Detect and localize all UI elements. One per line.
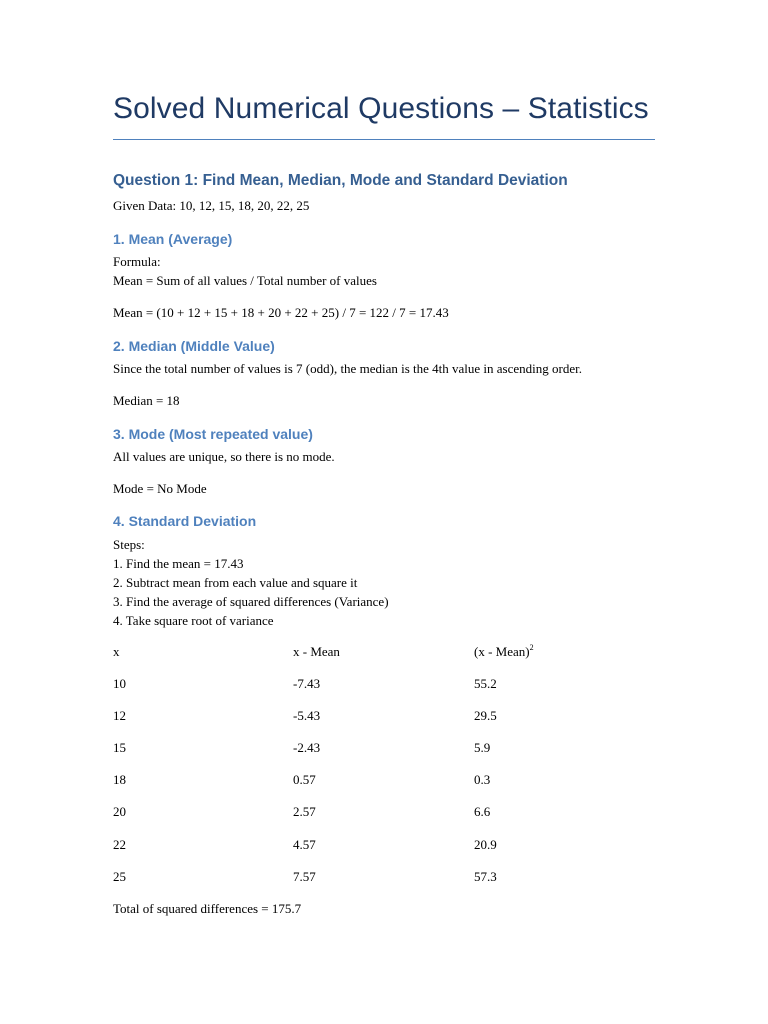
title-underline — [113, 139, 655, 140]
stddev-heading: 4. Standard Deviation — [113, 513, 257, 529]
mode-result: Mode = No Mode — [113, 481, 207, 496]
mode-heading: 3. Mode (Most repeated value) — [113, 426, 313, 442]
step-item: 1. Find the mean = 17.43 — [113, 556, 244, 571]
cell-deviation: 0.57 — [293, 772, 316, 788]
cell-squared-deviation: 0.3 — [474, 772, 491, 788]
column-header-deviation: x - Mean — [293, 644, 340, 659]
cell-deviation: 2.57 — [293, 804, 316, 820]
cell-deviation: -2.43 — [293, 740, 321, 756]
cell-squared-deviation: 55.2 — [474, 676, 497, 692]
column-header-x: x — [113, 644, 120, 659]
table-row — [113, 772, 673, 804]
cell-squared-deviation: 20.9 — [474, 836, 497, 852]
mode-text: All values are unique, so there is no mode. — [113, 449, 335, 464]
table-row — [113, 869, 673, 901]
table-row — [113, 837, 673, 869]
superscript-exponent: 2 — [529, 643, 534, 652]
cell-x: 22 — [113, 836, 126, 852]
step-item: 2. Subtract mean from each value and square it — [113, 575, 358, 590]
given-data: Given Data: 10, 12, 15, 18, 20, 22, 25 — [113, 198, 310, 213]
mean-result: Mean = (10 + 12 + 15 + 18 + 20 + 22 + 25) / 7 = 122 / 7 = 17.43 — [113, 305, 449, 320]
cell-deviation: 7.57 — [293, 868, 316, 884]
mean-formula: Mean = Sum of all values / Total number of values — [113, 273, 377, 288]
cell-deviation: 4.57 — [293, 836, 316, 852]
median-result: Median = 18 — [113, 393, 180, 408]
mean-formula-label: Formula: — [113, 254, 161, 269]
question-heading: Question 1: Find Mean, Median, Mode and Standard Deviation — [113, 172, 568, 189]
table-row — [113, 804, 673, 836]
cell-x: 20 — [113, 804, 126, 820]
cell-deviation: -5.43 — [293, 708, 321, 724]
deviation-table — [113, 644, 673, 901]
cell-squared-deviation: 29.5 — [474, 708, 497, 724]
step-item: 4. Take square root of variance — [113, 613, 274, 628]
cell-x: 12 — [113, 708, 126, 724]
cell-squared-deviation: 5.9 — [474, 740, 491, 756]
step-item: 3. Find the average of squared differences (Variance) — [113, 594, 389, 609]
page-title: Solved Numerical Questions – Statistics — [113, 92, 649, 125]
squared-differences-total: Total of squared differences = 175.7 — [113, 901, 302, 916]
median-heading: 2. Median (Middle Value) — [113, 338, 275, 354]
cell-x: 25 — [113, 868, 126, 884]
cell-x: 10 — [113, 676, 126, 692]
cell-squared-deviation: 6.6 — [474, 804, 491, 820]
cell-x: 18 — [113, 772, 126, 788]
column-header-squared-deviation: (x - Mean)$^2$ — [474, 643, 534, 659]
table-row — [113, 740, 673, 772]
steps-label: Steps: — [113, 537, 145, 552]
table-header-row — [113, 644, 673, 676]
table-row — [113, 676, 673, 708]
cell-squared-deviation: 57.3 — [474, 868, 497, 884]
table-row — [113, 708, 673, 740]
cell-x: 15 — [113, 740, 126, 756]
mean-heading: 1. Mean (Average) — [113, 231, 233, 247]
cell-deviation: -7.43 — [293, 676, 321, 692]
median-text: Since the total number of values is 7 (odd), the median is the 4th value in ascending order. — [113, 361, 582, 376]
